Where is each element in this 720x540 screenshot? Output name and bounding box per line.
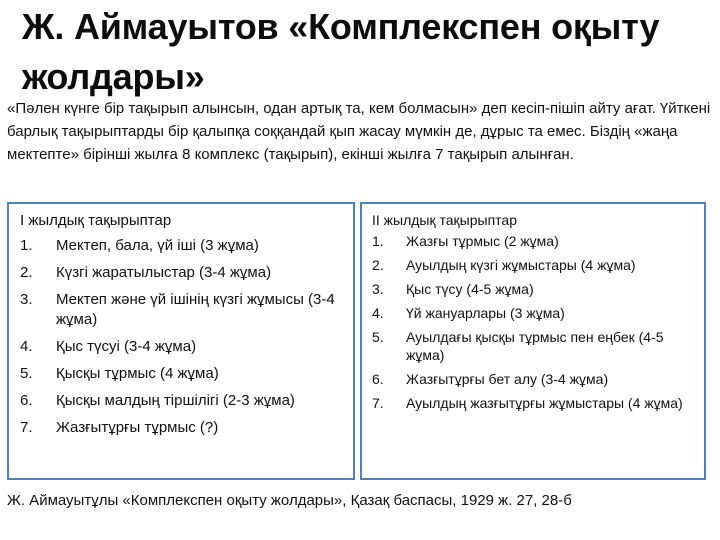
first-year-topic-list: [20, 236, 345, 438]
item-text: Күзгі жаратылыстар (3-4 жұма): [56, 264, 272, 281]
item-number: 5.: [372, 329, 384, 345]
list-item: [20, 236, 345, 256]
list-item: [372, 394, 696, 412]
item-text: Ауылдағы қысқы тұрмыс пен еңбек (4-5 жұма): [406, 329, 664, 363]
first-year-topics-box: [7, 202, 355, 480]
item-text: Мектеп және үй ішінің күзгі жұмысы (3-4 жұма): [56, 291, 335, 328]
item-number: 6.: [20, 392, 33, 409]
item-text: Мектеп, бала, үй іші (3 жұма): [56, 237, 259, 254]
item-text: Ауылдың жазғытұрғы жұмыстары (4 жұма): [406, 395, 683, 411]
list-item: [20, 364, 345, 384]
item-number: 4.: [20, 338, 33, 355]
list-item: [372, 256, 696, 274]
second-year-topics-box: [360, 202, 706, 480]
item-number: 7.: [20, 419, 33, 436]
item-number: 5.: [20, 365, 33, 382]
second-year-heading: II жылдық тақырыптар: [372, 212, 517, 228]
list-item: [372, 304, 696, 322]
item-number: 2.: [20, 264, 33, 281]
item-number: 3.: [372, 281, 384, 297]
list-item: [20, 391, 345, 411]
item-text: Қысқы малдың тіршілігі (2-3 жұма): [56, 392, 295, 409]
intro-paragraph: «Пәлен күнге бір тақырып алынсын, одан артық та, кем болмасын» деп кесіп-пішіп айту ағат. Үйткені барлық тақырыптарды бір қалыпқа соққандай қып жасау мүмкін де, дұрыс та емес. Біздің «жаңа мектепте» бірінші жылға 8 комплекс (тақырып), екінші жылға 7 тақырып алынған.: [7, 100, 711, 163]
second-year-topic-list: [372, 232, 696, 412]
item-text: Үй жануарлары (3 жұма): [406, 305, 565, 321]
item-text: Қысқы тұрмыс (4 жұма): [56, 365, 219, 382]
slide-title: Ж. Аймауытов «Комплекспен оқыту жолдары»: [22, 6, 660, 97]
list-item: [372, 232, 696, 250]
item-number: 2.: [372, 257, 384, 273]
item-text: Қыс түсу (4-5 жұма): [406, 281, 534, 297]
item-text: Жазғы тұрмыс (2 жұма): [406, 233, 559, 249]
list-item: [20, 290, 345, 330]
first-year-heading: I жылдық тақырыптар: [20, 212, 172, 229]
item-text: Қыс түсуі (3-4 жұма): [56, 338, 197, 355]
list-item: [20, 337, 345, 357]
list-item: [372, 370, 696, 388]
item-text: Жазғытұрғы тұрмыс (?): [56, 419, 219, 436]
item-text: Жазғытұрғы бет алу (3-4 жұма): [406, 371, 609, 387]
list-item: [20, 263, 345, 283]
item-number: 1.: [372, 233, 384, 249]
item-number: 6.: [372, 371, 384, 387]
list-item: [372, 328, 696, 364]
item-number: 1.: [20, 237, 33, 254]
item-text: Ауылдың күзгі жұмыстары (4 жұма): [406, 257, 636, 273]
list-item: [372, 280, 696, 298]
item-number: 7.: [372, 395, 384, 411]
source-citation: Ж. Аймауытұлы «Комплекспен оқыту жолдары», Қазақ баспасы, 1929 ж. 27, 28-б: [7, 492, 572, 509]
list-item: [20, 418, 345, 438]
item-number: 3.: [20, 291, 33, 308]
item-number: 4.: [372, 305, 384, 321]
